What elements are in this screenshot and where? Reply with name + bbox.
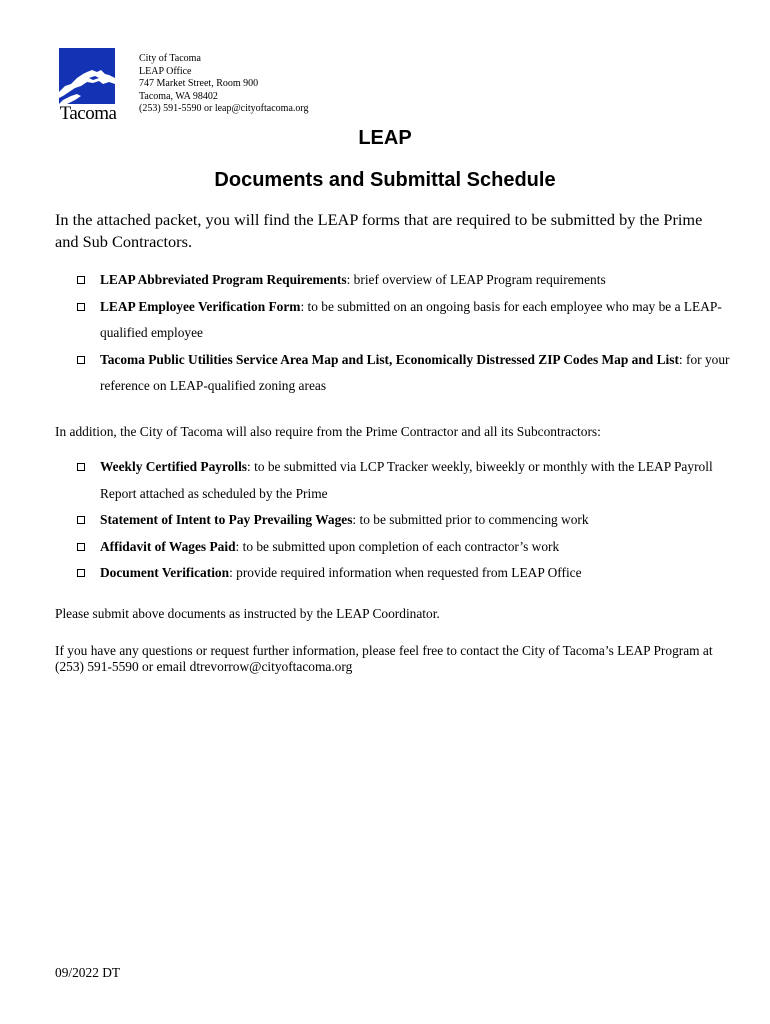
list-item	[75, 534, 735, 561]
item-title: Weekly Certified Payrolls	[100, 459, 248, 474]
checkbox-bullet-icon	[77, 356, 85, 364]
address-line: LEAP Office	[139, 65, 192, 77]
list-item	[75, 507, 735, 534]
document-subtitle: Documents and Submittal Schedule	[214, 169, 556, 191]
item-title: Affidavit of Wages Paid	[100, 538, 236, 554]
document-title: LEAP	[358, 127, 412, 149]
footer-date-code: 09/2022 DT	[55, 965, 121, 980]
logo-mountain-graphic	[59, 48, 115, 104]
address-line: Tacoma, WA 98402	[139, 90, 218, 102]
item-description: : brief overview of LEAP Program requirements	[346, 272, 606, 287]
checkbox-bullet-icon	[77, 463, 85, 471]
item-title: LEAP Abbreviated Program Requirements	[100, 272, 347, 287]
list-item	[75, 347, 735, 400]
checkbox-bullet-icon	[77, 276, 85, 284]
submit-note: Please submit above documents as instructed by the LEAP Coordinator.	[55, 606, 440, 621]
office-address	[139, 53, 309, 116]
item-description: : to be submitted via LCP Tracker weekly, biweekly or monthly with the LEAP Payroll Report attached as scheduled by the Prime	[100, 459, 713, 501]
checkbox-bullet-icon	[77, 516, 85, 524]
list-item	[75, 560, 735, 587]
list-item	[75, 454, 735, 507]
item-description: : to be submitted prior to commencing work	[352, 512, 589, 527]
address-line: (253) 591-5590 or leap@cityoftacoma.org	[139, 103, 309, 115]
address-line: City of Tacoma	[139, 53, 201, 64]
item-description: : for your reference on LEAP-qualified zoning areas	[100, 351, 730, 393]
list-item	[75, 267, 735, 294]
contractor-documents-list	[75, 454, 735, 587]
intro-paragraph: In the attached packet, you will find the LEAP forms that are required to be submitted by the Prime and Sub Contractors.	[55, 210, 703, 251]
checkbox-bullet-icon	[77, 569, 85, 577]
item-title: Document Verification	[100, 565, 230, 580]
packet-forms-list	[75, 267, 735, 400]
item-description: : to be submitted on an ongoing basis for each employee who may be a LEAP-qualified employee	[100, 298, 722, 340]
item-description: : provide required information when requested from LEAP Office	[229, 565, 582, 580]
city-of-tacoma-logo	[56, 48, 120, 124]
contact-paragraph: If you have any questions or request further information, please feel free to contact the City of Tacoma’s LEAP Program at (253) 591-5590 or email dtrevorrow@cityoftacoma.org	[55, 643, 713, 674]
checkbox-bullet-icon	[77, 303, 85, 311]
item-title: LEAP Employee Verification Form	[100, 298, 301, 314]
item-description: : to be submitted upon completion of each contractor’s work	[235, 538, 560, 554]
logo-wordmark: Tacoma	[59, 103, 117, 124]
address-line: 747 Market Street, Room 900	[139, 78, 259, 90]
item-title: Statement of Intent to Pay Prevailing Wages	[100, 512, 353, 527]
addition-paragraph: In addition, the City of Tacoma will also require from the Prime Contractor and all its Subcontractors:	[55, 424, 601, 439]
checkbox-bullet-icon	[77, 543, 85, 551]
list-item	[75, 294, 735, 347]
item-title: Tacoma Public Utilities Service Area Map and List, Economically Distressed ZIP Codes Map and List	[100, 351, 679, 367]
